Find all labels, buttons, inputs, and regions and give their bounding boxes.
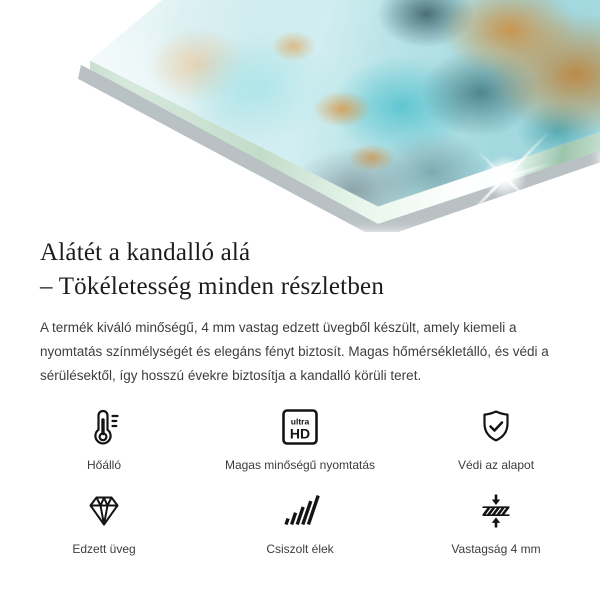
thermometer-icon — [84, 406, 124, 448]
product-image — [0, 0, 600, 232]
feature-ultra-hd-print — [202, 406, 398, 472]
feature-label: Vastagság 4 mm — [451, 542, 541, 556]
feature-label: Magas minőségű nyomtatás — [224, 458, 376, 472]
page-title — [40, 236, 560, 304]
shield-check-icon — [476, 406, 516, 448]
feature-label: Hőálló — [86, 458, 122, 472]
ultra-hd-top-text: ultra — [290, 416, 310, 427]
feature-protects-base — [398, 406, 594, 472]
diamond-icon — [84, 490, 124, 532]
feature-thickness-4mm — [398, 490, 594, 556]
feature-polished-edges — [202, 490, 398, 556]
text-content — [0, 236, 600, 556]
feature-label: Edzett üveg — [72, 542, 136, 556]
thickness-arrows-icon — [476, 490, 516, 532]
feature-tempered-glass — [6, 490, 202, 556]
features-grid — [6, 406, 594, 556]
polished-edges-icon — [280, 490, 320, 532]
ultra-hd-bottom-text: HD — [289, 425, 311, 442]
feature-label: Csiszolt élek — [266, 542, 334, 556]
feature-label: Védi az alapot — [457, 458, 535, 472]
product-description-text: A termék kiváló minőségű, 4 mm vastag edzett üvegből készült, amely kiemeli a nyomtatás színmélységét és elegáns fényt biztosít. Magas hőmérsékletálló, és védi a sérülésektől, így hosszú évekre biztosítja a kandalló körüli teret. — [40, 320, 549, 383]
ultra-hd-icon — [280, 406, 320, 448]
page-title-line1: Alátét a kandalló alá — [40, 239, 251, 266]
page-title-line2: – Tökéletesség minden részletben — [40, 273, 385, 300]
feature-heat-resistant — [6, 406, 202, 472]
